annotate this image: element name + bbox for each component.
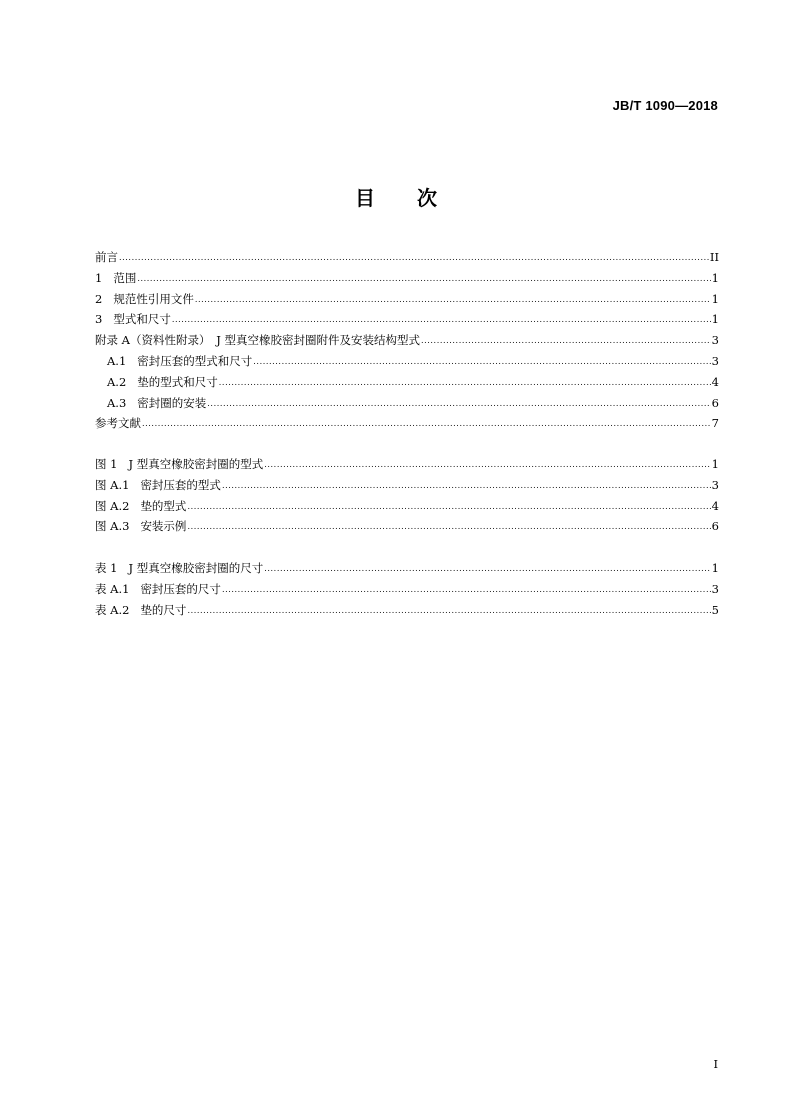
standard-code: JB/T 1090—2018 bbox=[612, 98, 718, 113]
toc-entry-types-dimensions[interactable] bbox=[95, 311, 719, 332]
figure-entry-label: 垫的型式 bbox=[140, 498, 187, 513]
figure-entry-page: 6 bbox=[711, 519, 719, 534]
table-entry-number: 表 A.2 bbox=[95, 602, 130, 617]
toc-entry-label: 附录 A（资料性附录） J 型真空橡胶密封圈附件及安装结构型式 bbox=[95, 333, 420, 348]
toc-entry-page: 3 bbox=[711, 353, 719, 368]
toc-entry-page: 1 bbox=[711, 270, 719, 285]
toc-entry-number: 3 bbox=[95, 312, 103, 327]
toc-entry-page: 1 bbox=[711, 291, 719, 306]
toc-entry-normative-references[interactable] bbox=[95, 291, 719, 312]
table-entry-label: 垫的尺寸 bbox=[140, 602, 187, 617]
figure-entry-label: J 型真空橡胶密封圈的型式 bbox=[128, 457, 264, 471]
table-entry-page: 5 bbox=[711, 602, 719, 617]
toc-entry-label: 前言 bbox=[95, 250, 118, 264]
figure-entry-page: 3 bbox=[711, 477, 719, 492]
toc-entry-scope[interactable] bbox=[95, 270, 719, 291]
dot-leader bbox=[253, 357, 710, 366]
toc-entry-page: 1 bbox=[711, 312, 719, 327]
toc-entry-a3[interactable] bbox=[95, 395, 719, 416]
toc-entry-bibliography[interactable] bbox=[95, 415, 719, 436]
dot-leader bbox=[137, 274, 710, 283]
figure-entry[interactable] bbox=[95, 456, 719, 477]
toc-entry-label: 密封圈的安装 bbox=[137, 395, 207, 410]
figure-entry-label: 密封压套的型式 bbox=[140, 477, 221, 492]
dot-leader bbox=[222, 585, 711, 594]
title-char-2: 次 bbox=[417, 186, 437, 210]
toc-entry-label: 型式和尺寸 bbox=[113, 312, 171, 327]
figure-entry-number: 图 A.2 bbox=[95, 498, 130, 513]
toc-entry-label: 范围 bbox=[113, 270, 137, 285]
figure-entry-number: 图 1 bbox=[95, 457, 118, 471]
toc-entry-page: 7 bbox=[711, 416, 719, 431]
dot-leader bbox=[142, 419, 711, 428]
table-entry[interactable] bbox=[95, 602, 719, 623]
toc-entry-page: 6 bbox=[711, 395, 719, 410]
dot-leader bbox=[119, 253, 709, 262]
figure-entry-label: 安装示例 bbox=[140, 519, 187, 534]
title-char-1: 目 bbox=[355, 186, 375, 210]
dot-leader bbox=[187, 606, 710, 615]
table-entry-label: J 型真空橡胶密封圈的尺寸 bbox=[128, 561, 264, 575]
page-title bbox=[0, 182, 792, 211]
contents-list bbox=[95, 249, 719, 436]
table-entry-page: 1 bbox=[711, 561, 719, 575]
dot-leader bbox=[195, 295, 711, 304]
toc-entry-number: A.1 bbox=[107, 353, 127, 368]
page-number: I bbox=[713, 1057, 718, 1071]
figures-list bbox=[95, 456, 719, 539]
dot-leader bbox=[219, 378, 711, 387]
toc-entry-number: A.2 bbox=[107, 374, 127, 389]
toc-entry-label: 参考文献 bbox=[95, 416, 141, 431]
toc-entry-number: A.3 bbox=[107, 395, 127, 410]
figure-entry[interactable] bbox=[95, 498, 719, 519]
toc-entry-page: 3 bbox=[711, 333, 719, 348]
toc-entry-foreword[interactable] bbox=[95, 249, 719, 270]
dot-leader bbox=[172, 315, 711, 324]
toc-entry-page: 4 bbox=[711, 374, 719, 389]
figure-entry-page: 1 bbox=[711, 457, 719, 471]
dot-leader bbox=[264, 564, 710, 573]
figure-entry-page: 4 bbox=[711, 498, 719, 513]
dot-leader bbox=[187, 522, 710, 531]
toc-entry-page: II bbox=[709, 250, 719, 264]
figure-entry[interactable] bbox=[95, 477, 719, 498]
figure-entry[interactable] bbox=[95, 518, 719, 539]
table-entry-label: 密封压套的尺寸 bbox=[140, 581, 221, 596]
table-entry-number: 表 A.1 bbox=[95, 581, 130, 596]
dot-leader bbox=[264, 460, 710, 469]
dot-leader bbox=[187, 502, 710, 511]
toc-entry-a2[interactable] bbox=[95, 374, 719, 395]
dot-leader bbox=[421, 336, 711, 345]
figure-entry-number: 图 A.1 bbox=[95, 477, 130, 492]
toc-entry-number: 1 bbox=[95, 270, 103, 285]
table-entry[interactable] bbox=[95, 581, 719, 602]
table-entry-page: 3 bbox=[711, 581, 719, 596]
toc-entry-label: 垫的型式和尺寸 bbox=[137, 374, 218, 389]
table-entry-number: 表 1 bbox=[95, 561, 118, 575]
tables-list bbox=[95, 560, 719, 622]
toc-entry-label: 密封压套的型式和尺寸 bbox=[137, 353, 253, 368]
toc-entry-number: 2 bbox=[95, 291, 103, 306]
toc-entry-label: 规范性引用文件 bbox=[113, 291, 194, 306]
toc-entry-a1[interactable] bbox=[95, 353, 719, 374]
toc-entry-annex-a[interactable] bbox=[95, 332, 719, 353]
figure-entry-number: 图 A.3 bbox=[95, 519, 130, 534]
table-entry[interactable] bbox=[95, 560, 719, 581]
dot-leader bbox=[207, 399, 710, 408]
dot-leader bbox=[222, 481, 711, 490]
